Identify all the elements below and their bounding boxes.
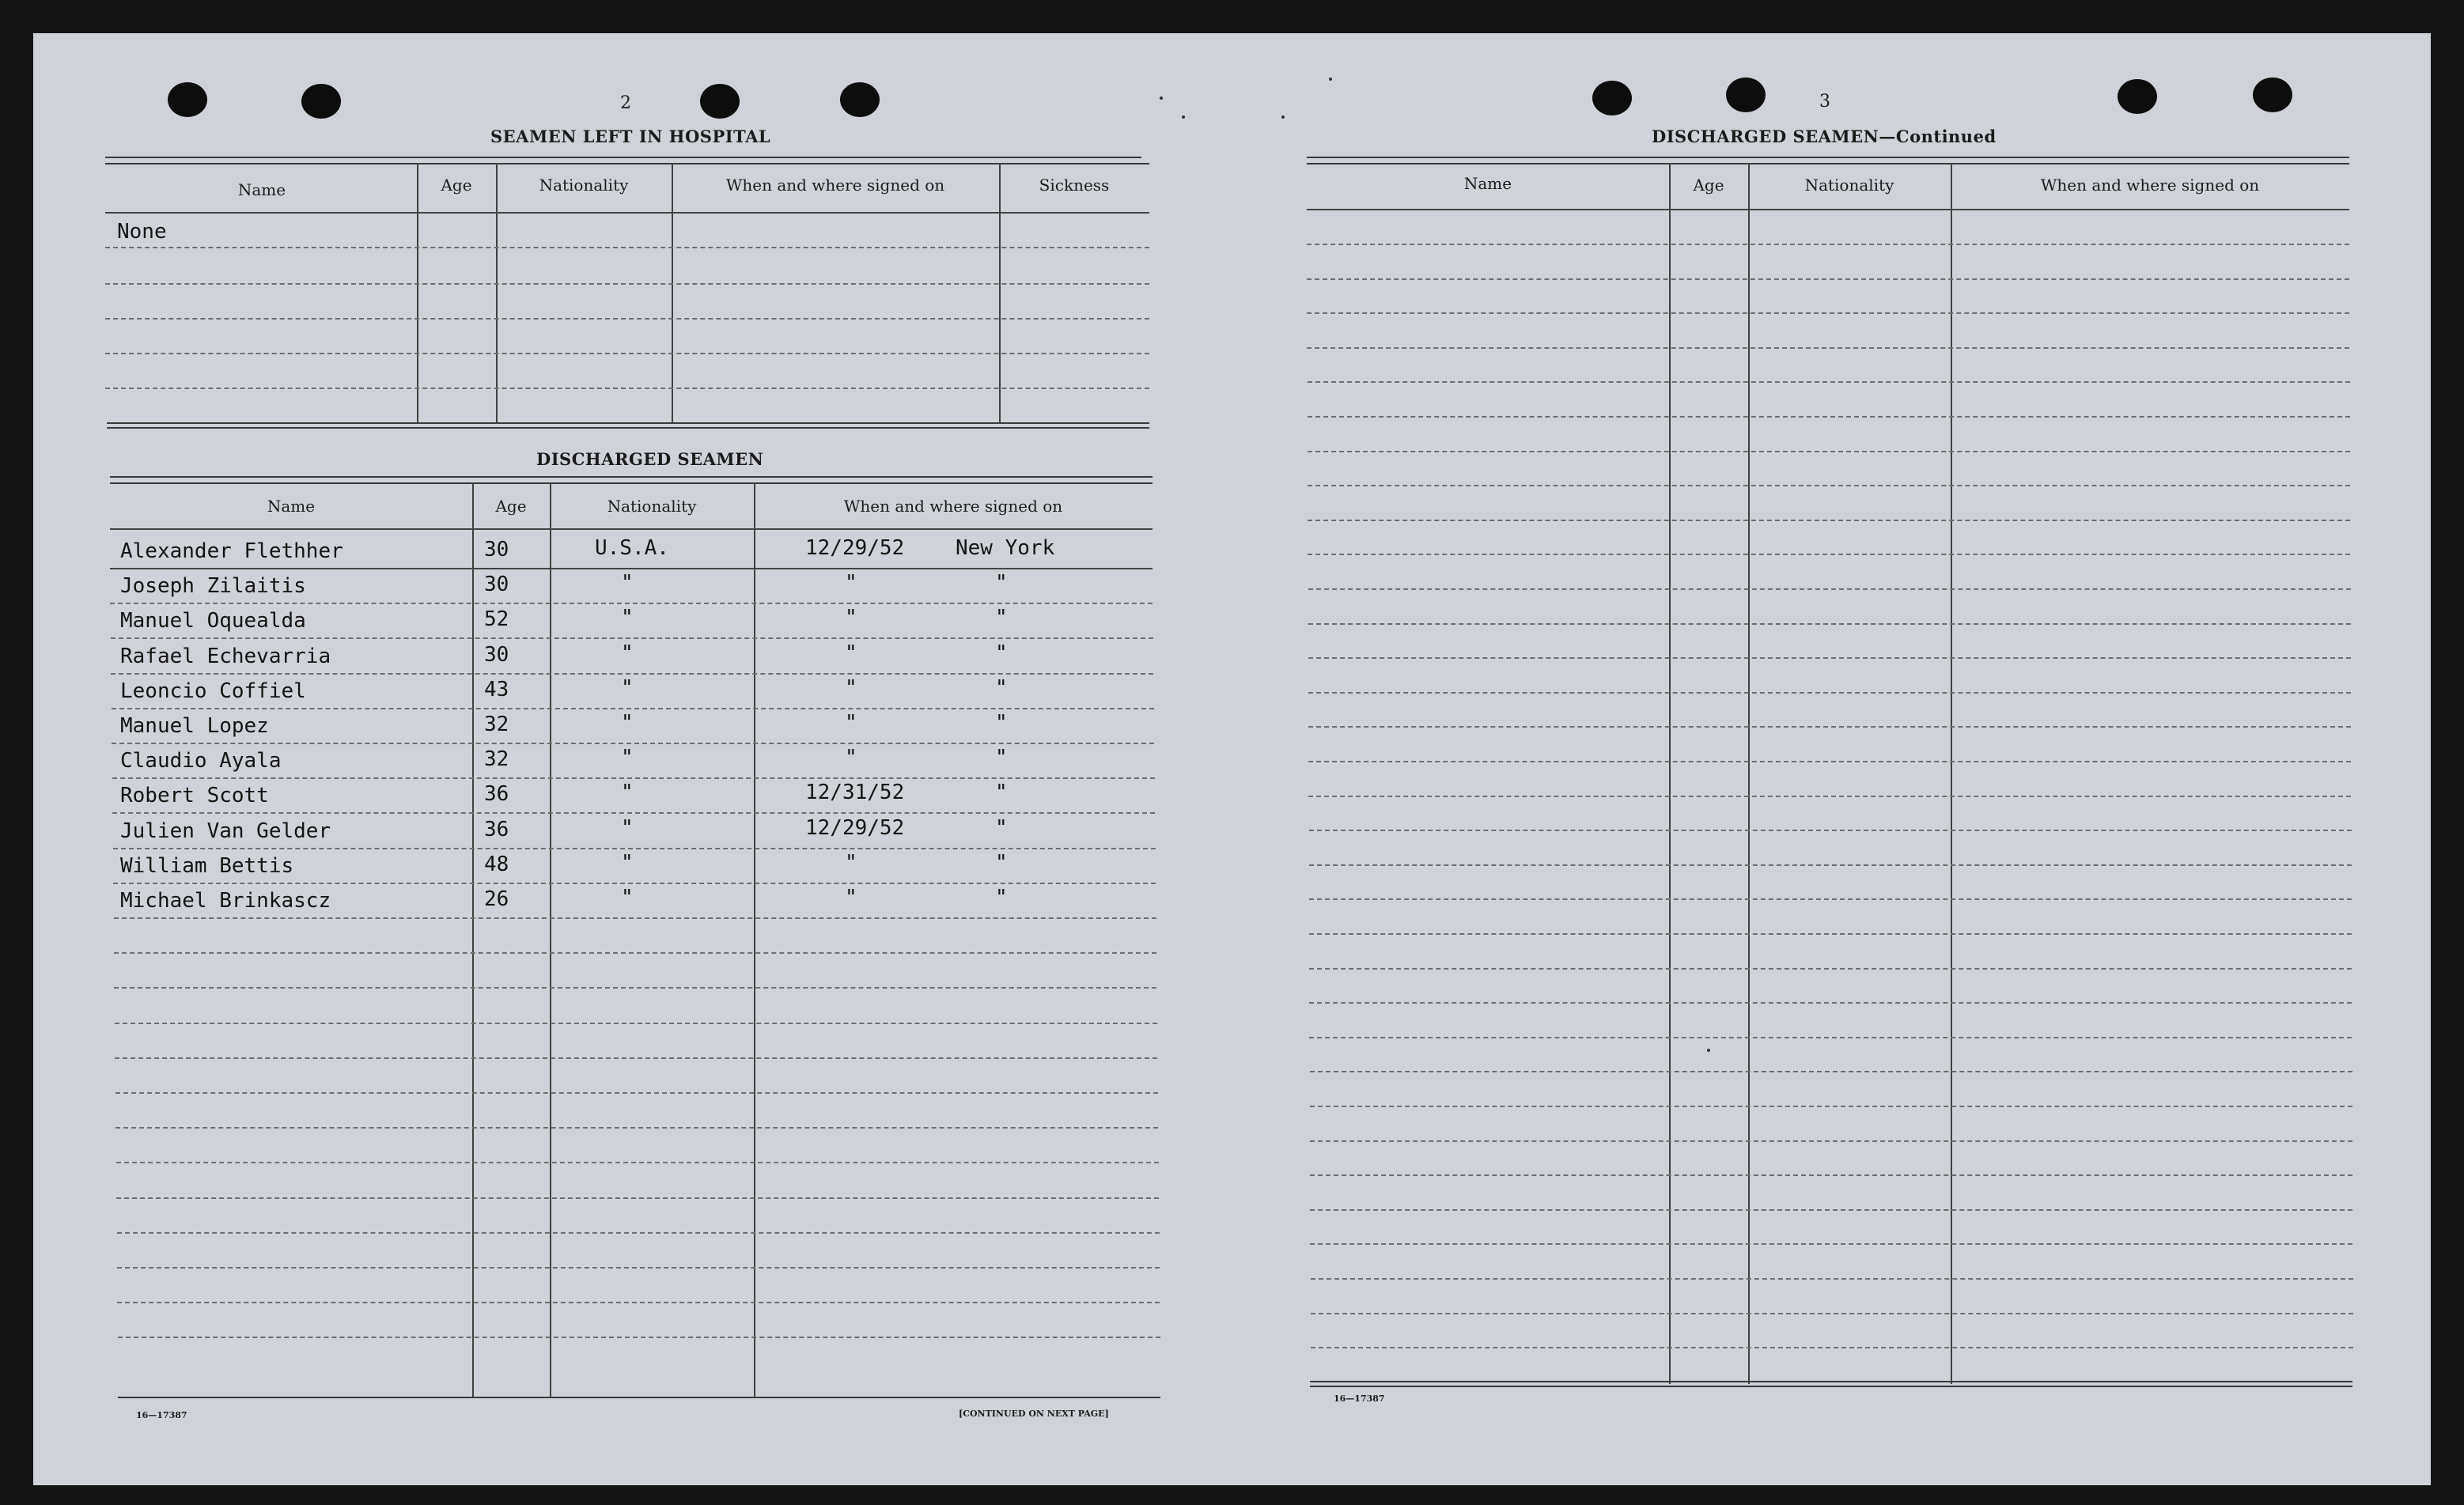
- hospital-header-sickness: Sickness: [1039, 176, 1110, 195]
- row-line: [115, 1023, 1157, 1024]
- seaman-age: 30: [484, 642, 509, 667]
- seaman-age: 30: [484, 573, 509, 597]
- hospital-header-age: Age: [441, 176, 472, 195]
- signed-on-place: New York: [956, 536, 1055, 560]
- right-header-name: Name: [1463, 174, 1512, 193]
- seaman-age: 52: [484, 607, 509, 632]
- paper-speck: [1281, 115, 1285, 119]
- right-header-nationality: Nationality: [1804, 176, 1894, 195]
- punch-hole: [1592, 81, 1632, 115]
- row-line: [112, 777, 1155, 779]
- row-line: [1308, 381, 2350, 383]
- signed-on-date: 12/29/52: [805, 815, 905, 840]
- row-line: [105, 247, 1149, 248]
- signed-on-place: ": [995, 641, 1008, 665]
- continued-section-title: DISCHARGED SEAMEN—Continued: [1652, 127, 1997, 146]
- seaman-name: Michael Brinkascz: [120, 889, 331, 913]
- column-divider: [1669, 163, 1671, 1384]
- row-line: [115, 1057, 1157, 1059]
- row-line: [1308, 588, 2351, 590]
- hospital-top-rule: [105, 157, 1141, 158]
- column-divider: [417, 163, 418, 424]
- continued-note: [CONTINUED ON NEXT PAGE]: [959, 1409, 1109, 1419]
- signed-on-date: ": [845, 606, 857, 630]
- seaman-name: Claudio Ayala: [120, 749, 282, 773]
- row-line: [1308, 554, 2350, 555]
- row-line: [117, 1267, 1160, 1269]
- column-divider: [1748, 163, 1750, 1384]
- row-line: [1307, 312, 2349, 314]
- row-line: [111, 637, 1153, 639]
- hospital-top-rule: [105, 163, 1149, 164]
- seaman-nationality: ": [621, 815, 634, 840]
- row-line: [105, 353, 1149, 354]
- row-line: [1309, 1002, 2352, 1004]
- discharged-header-signed-on: When and where signed on: [843, 497, 1063, 516]
- column-divider: [999, 163, 1001, 424]
- row-line: [1308, 726, 2351, 728]
- row-line: [112, 812, 1155, 814]
- seaman-age: 48: [484, 852, 509, 876]
- hospital-section-title: SEAMEN LEFT IN HOSPITAL: [490, 127, 771, 146]
- signed-on-date: ": [845, 571, 857, 596]
- seaman-name: Manuel Lopez: [120, 714, 269, 738]
- seaman-name: Joseph Zilaitis: [120, 574, 306, 599]
- discharged-header-name: Name: [267, 497, 316, 516]
- row-line: [1310, 1106, 2352, 1107]
- seaman-age: 32: [484, 713, 509, 736]
- seaman-nationality: U.S.A.: [595, 536, 669, 560]
- row-line: [1309, 933, 2352, 935]
- seaman-age: 43: [484, 677, 509, 701]
- form-number: 16—17387: [1334, 1393, 1385, 1404]
- row-line: [1308, 520, 2350, 521]
- row-line: [117, 1302, 1160, 1303]
- row-line: [112, 743, 1154, 744]
- punch-hole: [840, 82, 880, 117]
- right-bottom-rule: [1310, 1386, 2352, 1387]
- seaman-nationality: ": [621, 606, 634, 630]
- signed-on-date: ": [845, 886, 857, 909]
- hospital-bottom-rule: [107, 422, 1149, 424]
- signed-on-date: ": [845, 641, 857, 665]
- row-line: [115, 1127, 1158, 1129]
- seaman-name: Robert Scott: [120, 784, 269, 808]
- row-line: [1310, 1209, 2352, 1211]
- signed-on-place: ": [995, 571, 1008, 596]
- seaman-nationality: ": [621, 746, 634, 770]
- row-line: [1307, 244, 2349, 245]
- signed-on-date: 12/31/52: [805, 781, 905, 805]
- row-line: [1311, 1313, 2353, 1314]
- seaman-age: 36: [484, 782, 509, 807]
- hospital-entry: None: [117, 220, 167, 244]
- right-top-rule: [1307, 163, 2349, 164]
- row-line: [1307, 278, 2349, 280]
- hospital-bottom-rule: [107, 427, 1149, 429]
- row-line: [1307, 347, 2349, 349]
- seaman-nationality: ": [621, 886, 634, 909]
- seaman-name: Julien Van Gelder: [120, 819, 331, 843]
- row-line: [1309, 864, 2352, 866]
- right-header-age: Age: [1693, 176, 1724, 195]
- discharged-header-age: Age: [495, 497, 527, 516]
- hospital-header-signed-on: When and where signed on: [725, 176, 945, 195]
- discharged-section-title: DISCHARGED SEAMEN: [536, 449, 764, 469]
- seaman-nationality: ": [621, 711, 634, 735]
- signed-on-place: ": [995, 815, 1008, 840]
- row-line: [1309, 1037, 2352, 1038]
- row-line: [115, 1092, 1158, 1094]
- row-line: [1308, 623, 2351, 625]
- page-number: 2: [620, 93, 631, 113]
- row-line: [1308, 796, 2351, 797]
- signed-on-date: ": [845, 746, 857, 770]
- seaman-age: 36: [484, 817, 509, 841]
- seaman-nationality: ": [621, 571, 634, 596]
- seaman-name: William Bettis: [120, 853, 294, 878]
- row-line: [113, 883, 1156, 884]
- signed-on-place: ": [995, 781, 1008, 805]
- discharged-top-rule: [110, 482, 1153, 484]
- hospital-header-name: Name: [237, 180, 286, 199]
- seaman-name: Rafael Echevarria: [120, 644, 331, 668]
- row-line: [114, 987, 1156, 989]
- right-bottom-rule: [1310, 1381, 2352, 1382]
- row-line: [1310, 1071, 2352, 1072]
- column-divider: [1951, 163, 1952, 1384]
- paper-speck: [1329, 78, 1332, 81]
- column-divider: [672, 163, 673, 424]
- column-divider: [496, 163, 498, 424]
- punch-hole: [1726, 78, 1766, 112]
- right-page: [1243, 33, 2431, 1485]
- row-line: [116, 1197, 1159, 1199]
- signed-on-place: ": [995, 850, 1008, 875]
- seaman-age: 30: [484, 538, 509, 562]
- row-line: [1310, 1140, 2352, 1142]
- column-divider: [472, 482, 474, 1398]
- signed-on-date: 12/29/52: [805, 536, 905, 560]
- seaman-nationality: ": [621, 781, 634, 805]
- row-line: [1309, 830, 2352, 831]
- row-line: [111, 673, 1153, 675]
- row-line: [1308, 416, 2350, 418]
- punch-hole: [2118, 79, 2157, 114]
- row-line: [1309, 898, 2352, 900]
- seaman-age: 26: [484, 887, 509, 911]
- column-divider: [550, 482, 551, 1398]
- row-line: [114, 917, 1156, 919]
- seaman-name: Leoncio Coffiel: [120, 679, 306, 703]
- row-line: [1308, 657, 2351, 659]
- page-number: 3: [1819, 92, 1830, 112]
- right-top-rule: [1307, 157, 2349, 158]
- signed-on-date: ": [845, 675, 857, 700]
- seaman-name: Alexander Flethher: [120, 539, 343, 563]
- seaman-nationality: ": [621, 675, 634, 700]
- row-line: [114, 952, 1156, 954]
- seaman-age: 32: [484, 747, 509, 772]
- signed-on-place: ": [995, 746, 1008, 770]
- row-line: [118, 1337, 1160, 1338]
- form-number: 16—17387: [136, 1410, 187, 1420]
- hospital-header-nationality: Nationality: [539, 176, 629, 195]
- discharged-bottom-rule: [118, 1397, 1160, 1398]
- signed-on-place: ": [995, 886, 1008, 909]
- row-line: [105, 388, 1149, 389]
- discharged-top-rule: [110, 476, 1153, 478]
- seaman-nationality: ": [621, 641, 634, 665]
- row-line: [105, 318, 1149, 320]
- row-line: [1310, 1174, 2352, 1176]
- row-line: [116, 1162, 1159, 1163]
- seaman-name: Manuel Oquealda: [120, 609, 306, 633]
- signed-on-date: ": [845, 711, 857, 735]
- column-divider: [754, 482, 755, 1398]
- row-line: [1308, 485, 2350, 486]
- row-line: [117, 1232, 1160, 1234]
- punch-hole: [301, 84, 341, 119]
- row-line: [112, 708, 1154, 709]
- row-line: [1311, 1347, 2353, 1348]
- seaman-nationality: ": [621, 850, 634, 875]
- row-line: [1308, 761, 2351, 762]
- row-line: [1310, 1243, 2352, 1245]
- paper-speck: [1160, 96, 1163, 100]
- punch-hole: [168, 82, 207, 117]
- row-line: [1308, 451, 2350, 452]
- row-line: [1309, 968, 2352, 970]
- row-line: [113, 848, 1156, 849]
- paper-speck: [1182, 115, 1185, 119]
- paper-speck: [1707, 1049, 1710, 1052]
- discharged-header-nationality: Nationality: [607, 497, 697, 516]
- signed-on-date: ": [845, 850, 857, 875]
- discharged-header-rule: [110, 528, 1153, 530]
- row-line: [105, 283, 1149, 285]
- row-line: [1311, 1278, 2353, 1280]
- row-line: [110, 568, 1153, 569]
- row-line: [1308, 692, 2351, 694]
- punch-hole: [700, 84, 740, 119]
- signed-on-place: ": [995, 606, 1008, 630]
- right-header-signed-on: When and where signed on: [2040, 176, 2260, 195]
- signed-on-place: ": [995, 675, 1008, 700]
- punch-hole: [2253, 78, 2292, 112]
- row-line: [110, 603, 1153, 604]
- hospital-header-rule: [105, 212, 1149, 214]
- signed-on-place: ": [995, 711, 1008, 735]
- right-header-rule: [1307, 209, 2349, 210]
